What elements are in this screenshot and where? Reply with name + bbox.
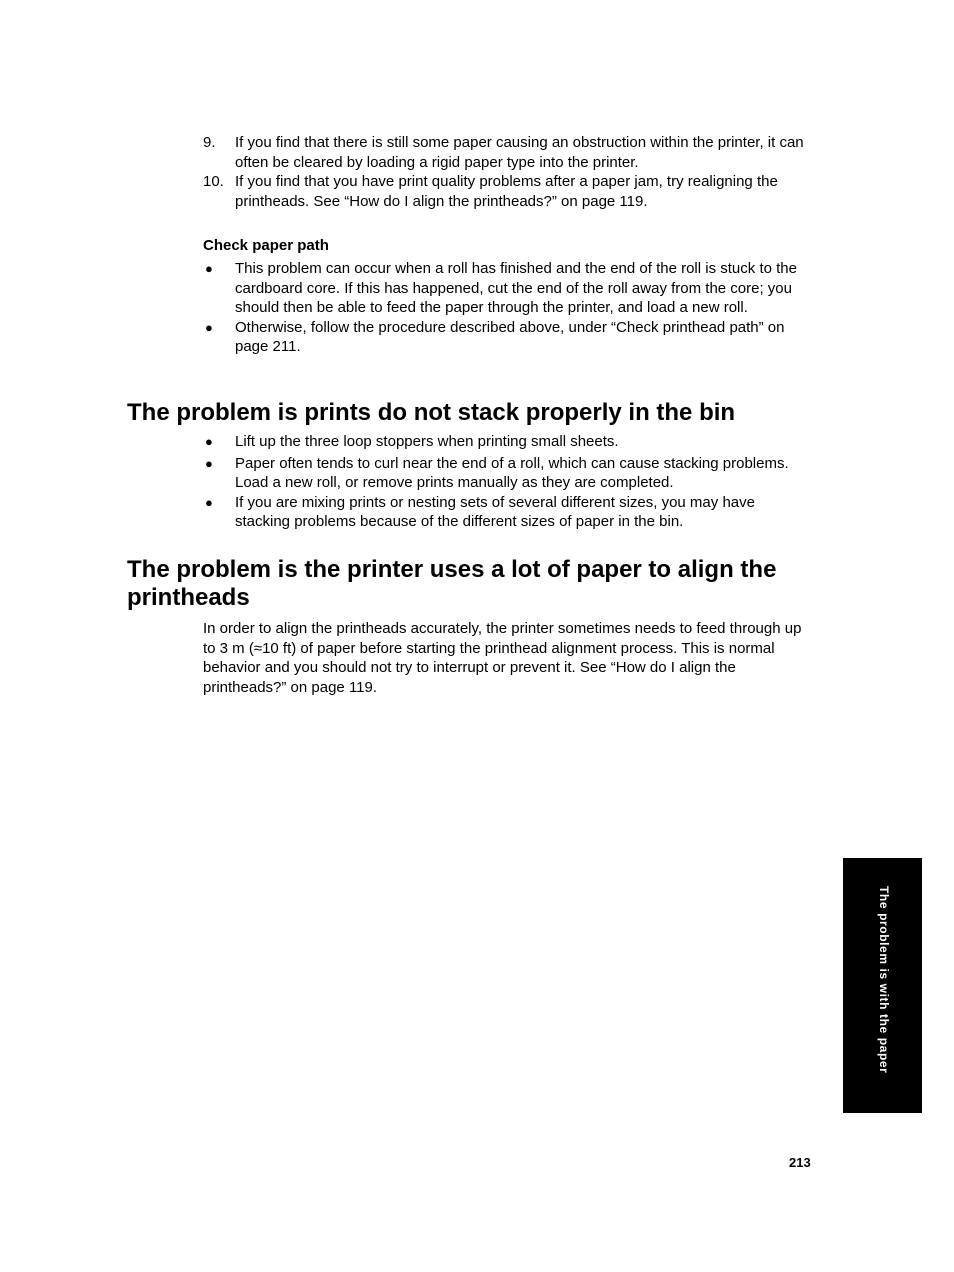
bullet-icon: ● [205, 261, 213, 276]
list-item [203, 318, 813, 357]
page-number: 213 [789, 1155, 811, 1170]
bullet-icon: ● [205, 455, 213, 471]
list-item-text: Lift up the three loop stoppers when printing small sheets. [235, 433, 619, 450]
side-tab-label: The problem is with the paper [877, 886, 891, 1074]
numbered-steps [203, 133, 813, 211]
align-section-heading: The problem is the printer uses a lot of paper to align the printheads [127, 556, 777, 611]
list-item-text: If you are mixing prints or nesting sets of several different sizes, you may have stacking problems because of the different sizes of paper in the bin. [235, 493, 755, 530]
list-item [203, 493, 813, 532]
stack-section-list [203, 432, 813, 532]
chapter-side-tab [843, 858, 922, 1113]
list-item [203, 259, 813, 318]
step-number: 10. [203, 173, 224, 190]
check-paper-path-list [203, 259, 813, 357]
step-text: If you find that there is still some paper causing an obstruction within the printer, it can often be cleared by loading a rigid paper type into the printer. [235, 134, 804, 171]
list-item [203, 432, 813, 452]
align-section-paragraph: In order to align the printheads accurately, the printer sometimes needs to feed through up to 3 m (≈10 ft) of paper before starting the printhead alignment process. This is normal behavior and you should not try to interrupt or prevent it. See “How do I align the printheads?” on page 119. [203, 620, 802, 696]
step-text: If you find that you have print quality problems after a paper jam, try realigning the printheads. See “How do I align the printheads?” on page 119. [235, 173, 778, 210]
stack-section-heading: The problem is prints do not stack properly in the bin [127, 399, 736, 426]
list-item-text: This problem can occur when a roll has finished and the end of the roll is stuck to the cardboard core. If this has happened, cut the end of the roll away from the core; you should then be able to feed the paper through the printer, and load a new roll. [235, 260, 797, 316]
list-item-text: Paper often tends to curl near the end of a roll, which can cause stacking problems. Load a new roll, or remove prints manually as they are completed. [235, 454, 789, 491]
step-number: 9. [203, 134, 216, 151]
step-item [203, 172, 813, 211]
bullet-icon: ● [205, 319, 213, 335]
check-paper-path-heading: Check paper path [203, 237, 329, 254]
list-item [203, 454, 813, 493]
step-item [203, 133, 813, 172]
list-item-text: Otherwise, follow the procedure described above, under “Check printhead path” on page 211. [235, 318, 785, 355]
bullet-icon: ● [205, 494, 213, 510]
bullet-icon: ● [205, 434, 213, 449]
